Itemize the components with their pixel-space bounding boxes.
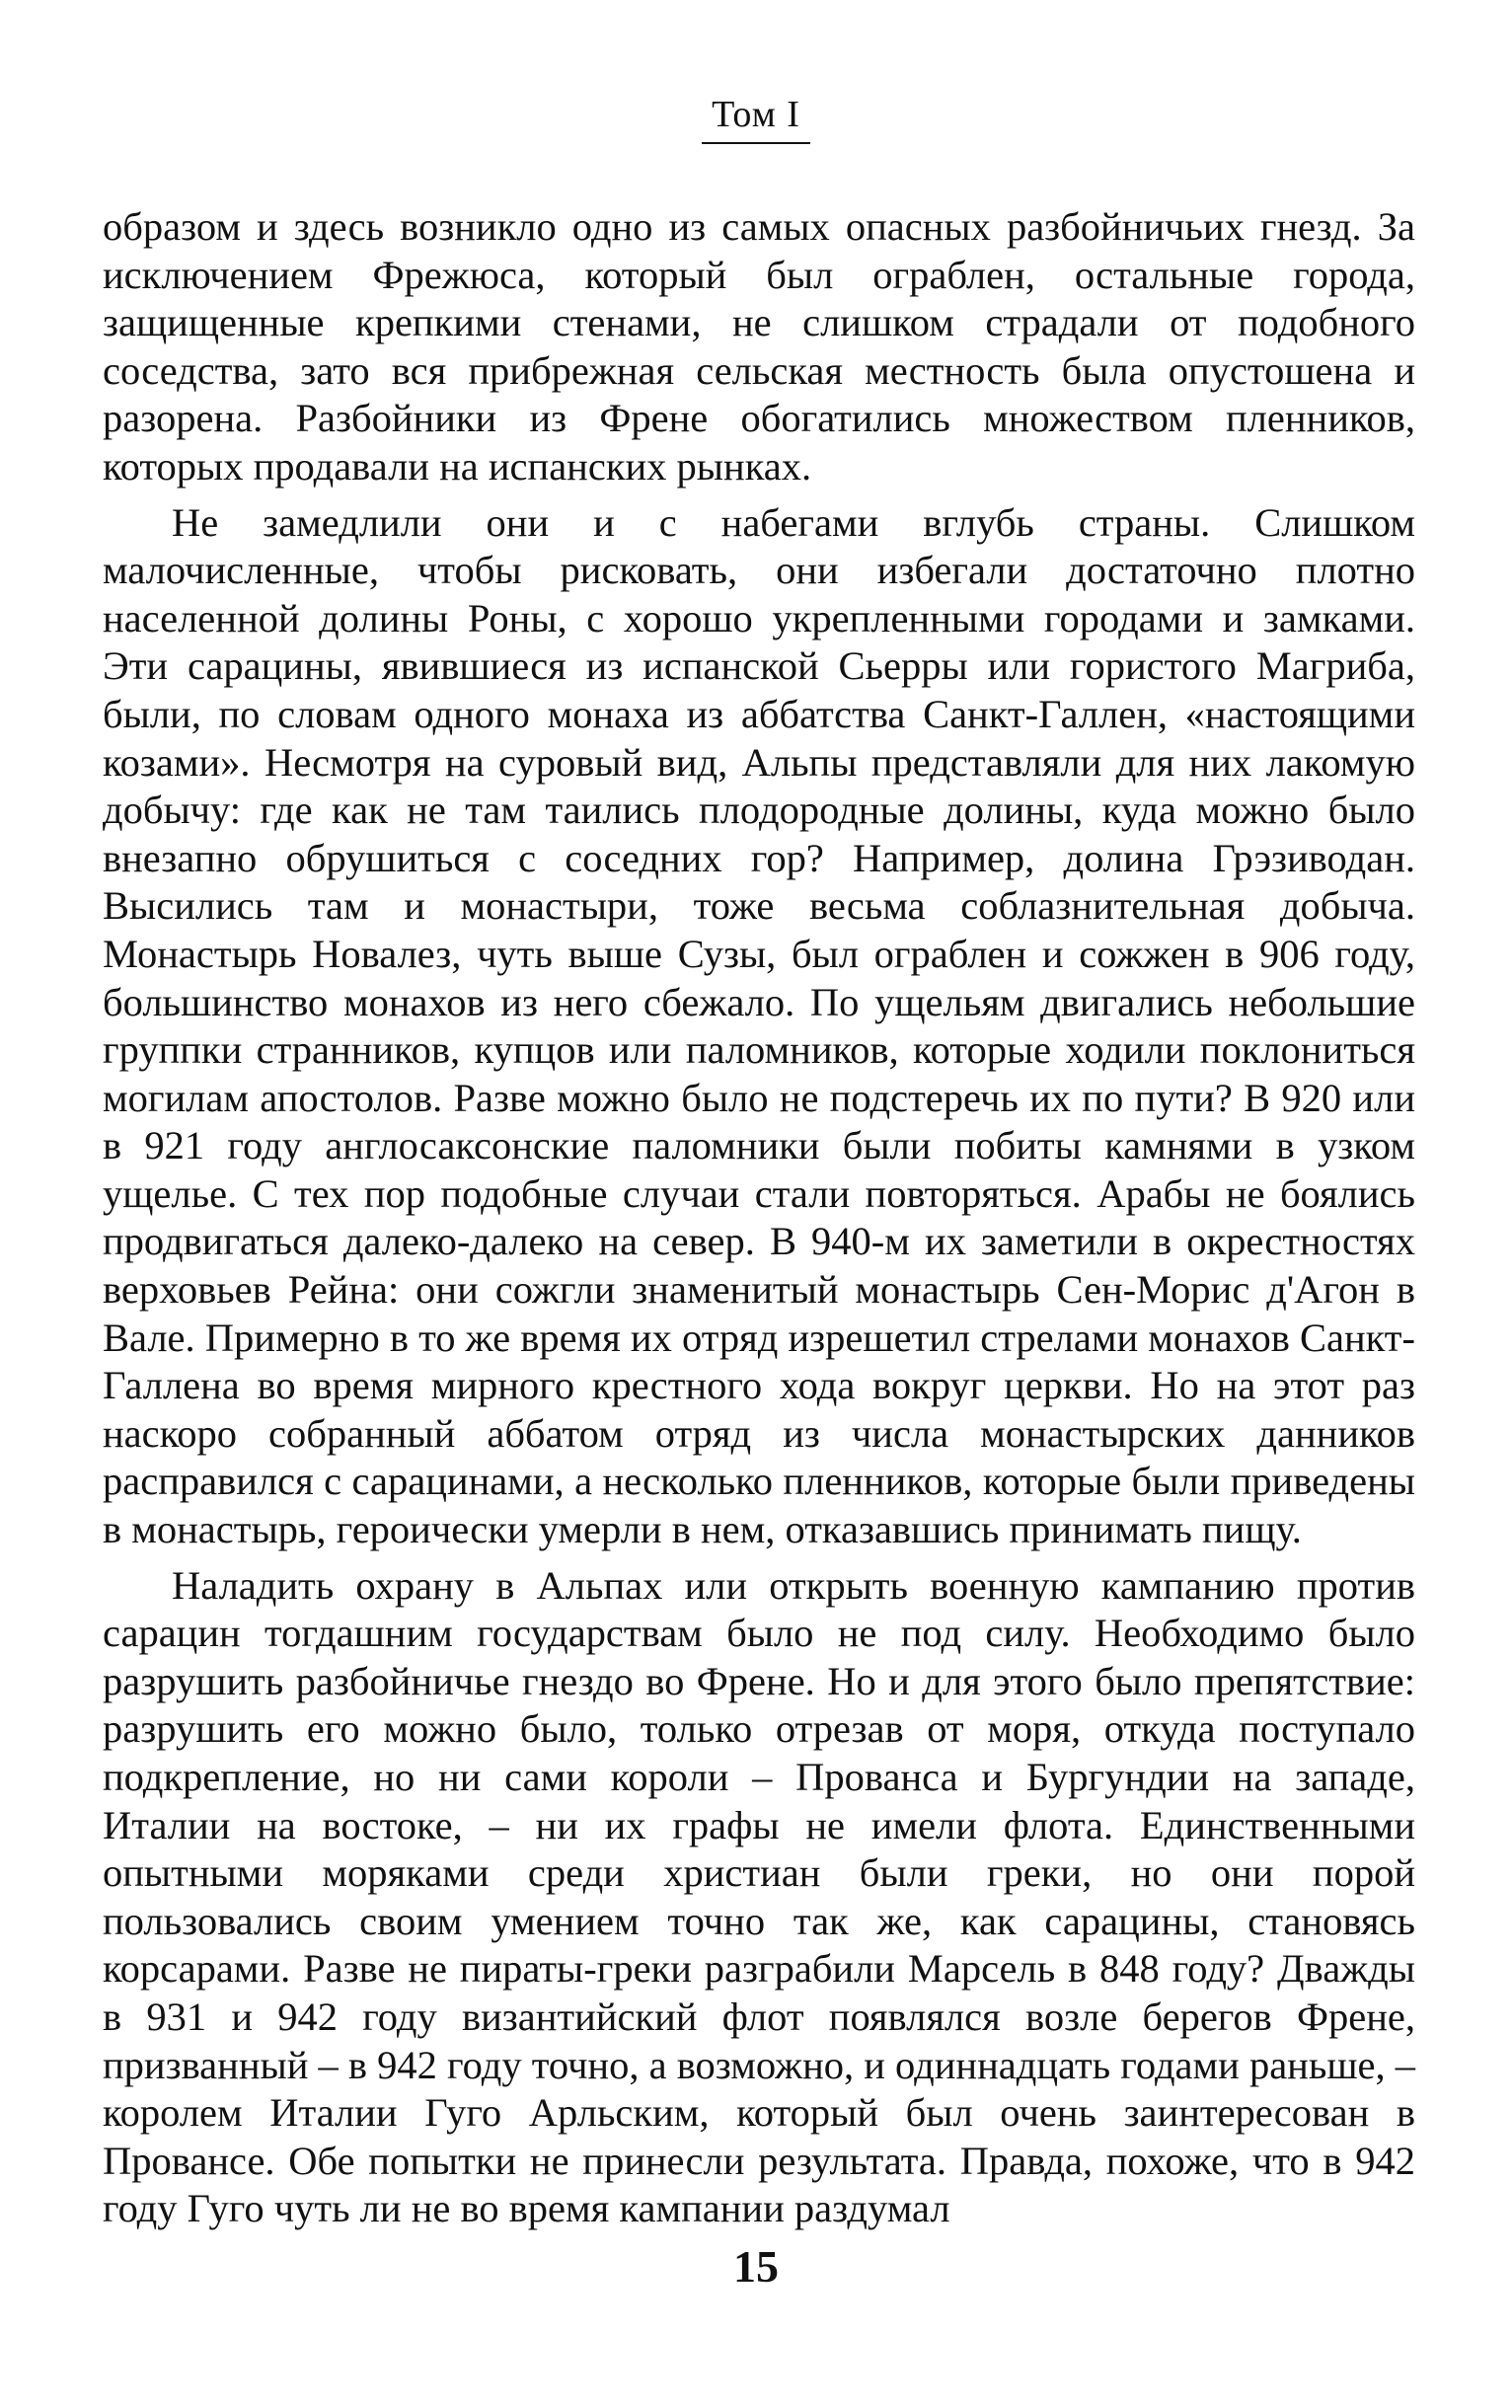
page-number: 15 bbox=[733, 2241, 779, 2292]
paragraph-continued: образом и здесь возникло одно из самых опасных разбойничьих гнезд. За исключением Фрежюса, который был ограблен, остальные города, защищенные крепкими стенами, не слишком страдали от подобного соседства, зато вся прибрежная сельская местность была опустошена и разорена. Разбойники из Френе обогатились множеством пленников, которых продавали на испанских рынках. bbox=[103, 204, 1415, 489]
body-text bbox=[103, 203, 1415, 2233]
volume-title: Том I bbox=[702, 95, 810, 144]
paragraph: Не замедлили они и с набегами вглубь страны. Слишком малочисленные, чтобы рисковать, они избегали достаточно плотно населенной долины Роны, с хорошо укрепленными городами и замками. Эти сарацины, явившиеся из испанской Сьерры или гористого Магриба, были, по словам одного монаха из аббатства Санкт-Галлен, «настоящими козами». Несмотря на суровый вид, Альпы представляли для них лакомую добычу: где как не там таились плодородные долины, куда можно было внезапно обрушиться с соседних гор? Например, долина Грэзиводан. Высились там и монастыри, тоже весьма соблазнительная добыча. Монастырь Новалез, чуть выше Сузы, был ограблен и сожжен в 906 году, большинство монахов из него сбежало. По ущельям двигались небольшие группки странников, купцов или паломников, которые ходили поклониться могилам апостолов. Разве можно было не подстеречь их по пути? В 920 или в 921 году англосаксонские паломники были побиты камнями в узком ущелье. С тех пор подобные случаи стали повторяться. Арабы не боялись продвигаться далеко-далеко на север. В 940-м их заметили в окрестностях верховьев Рейна: они сожгли знаменитый монастырь Сен-Морис д'Агон в Вале. Примерно в то же время их отряд изрешетил стрелами монахов Санкт-Галлена во время мирного крестного хода вокруг церкви. Но на этот раз наскоро собранный аббатом отряд из числа монастырских данников расправился с сарацинами, а несколько пленников, которые были приведены в монастырь, героически умерли в нем, отказавшись принимать пищу. bbox=[103, 499, 1415, 1552]
paragraph: Наладить охрану в Альпах или открыть военную кампанию против сарацин тогдашним государствам было не под силу. Необходимо было разрушить разбойничье гнездо во Френе. Но и для этого было препятствие: разрушить его можно было, только отрезав от моря, откуда поступало подкрепление, но ни сами короли – Прованса и Бургундии на западе, Италии на востоке, – ни их графы не имели флота. Единственными опытными моряками среди христиан были греки, но они порой пользовались своим умением точно так же, как сарацины, становясь корсарами. Разве не пираты-греки разграбили Марсель в 848 году? Дважды в 931 и 942 году византийский флот появлялся возле берегов Френе, призванный – в 942 году точно, а возможно, и одиннадцать годами раньше, – королем Италии Гуго Арльским, который был очень заинтересован в Провансе. Обе попытки не принесли результата. Правда, похоже, что в 942 году Гуго чуть ли не во время кампании раздумал bbox=[103, 1562, 1415, 2231]
running-header bbox=[0, 95, 1512, 144]
